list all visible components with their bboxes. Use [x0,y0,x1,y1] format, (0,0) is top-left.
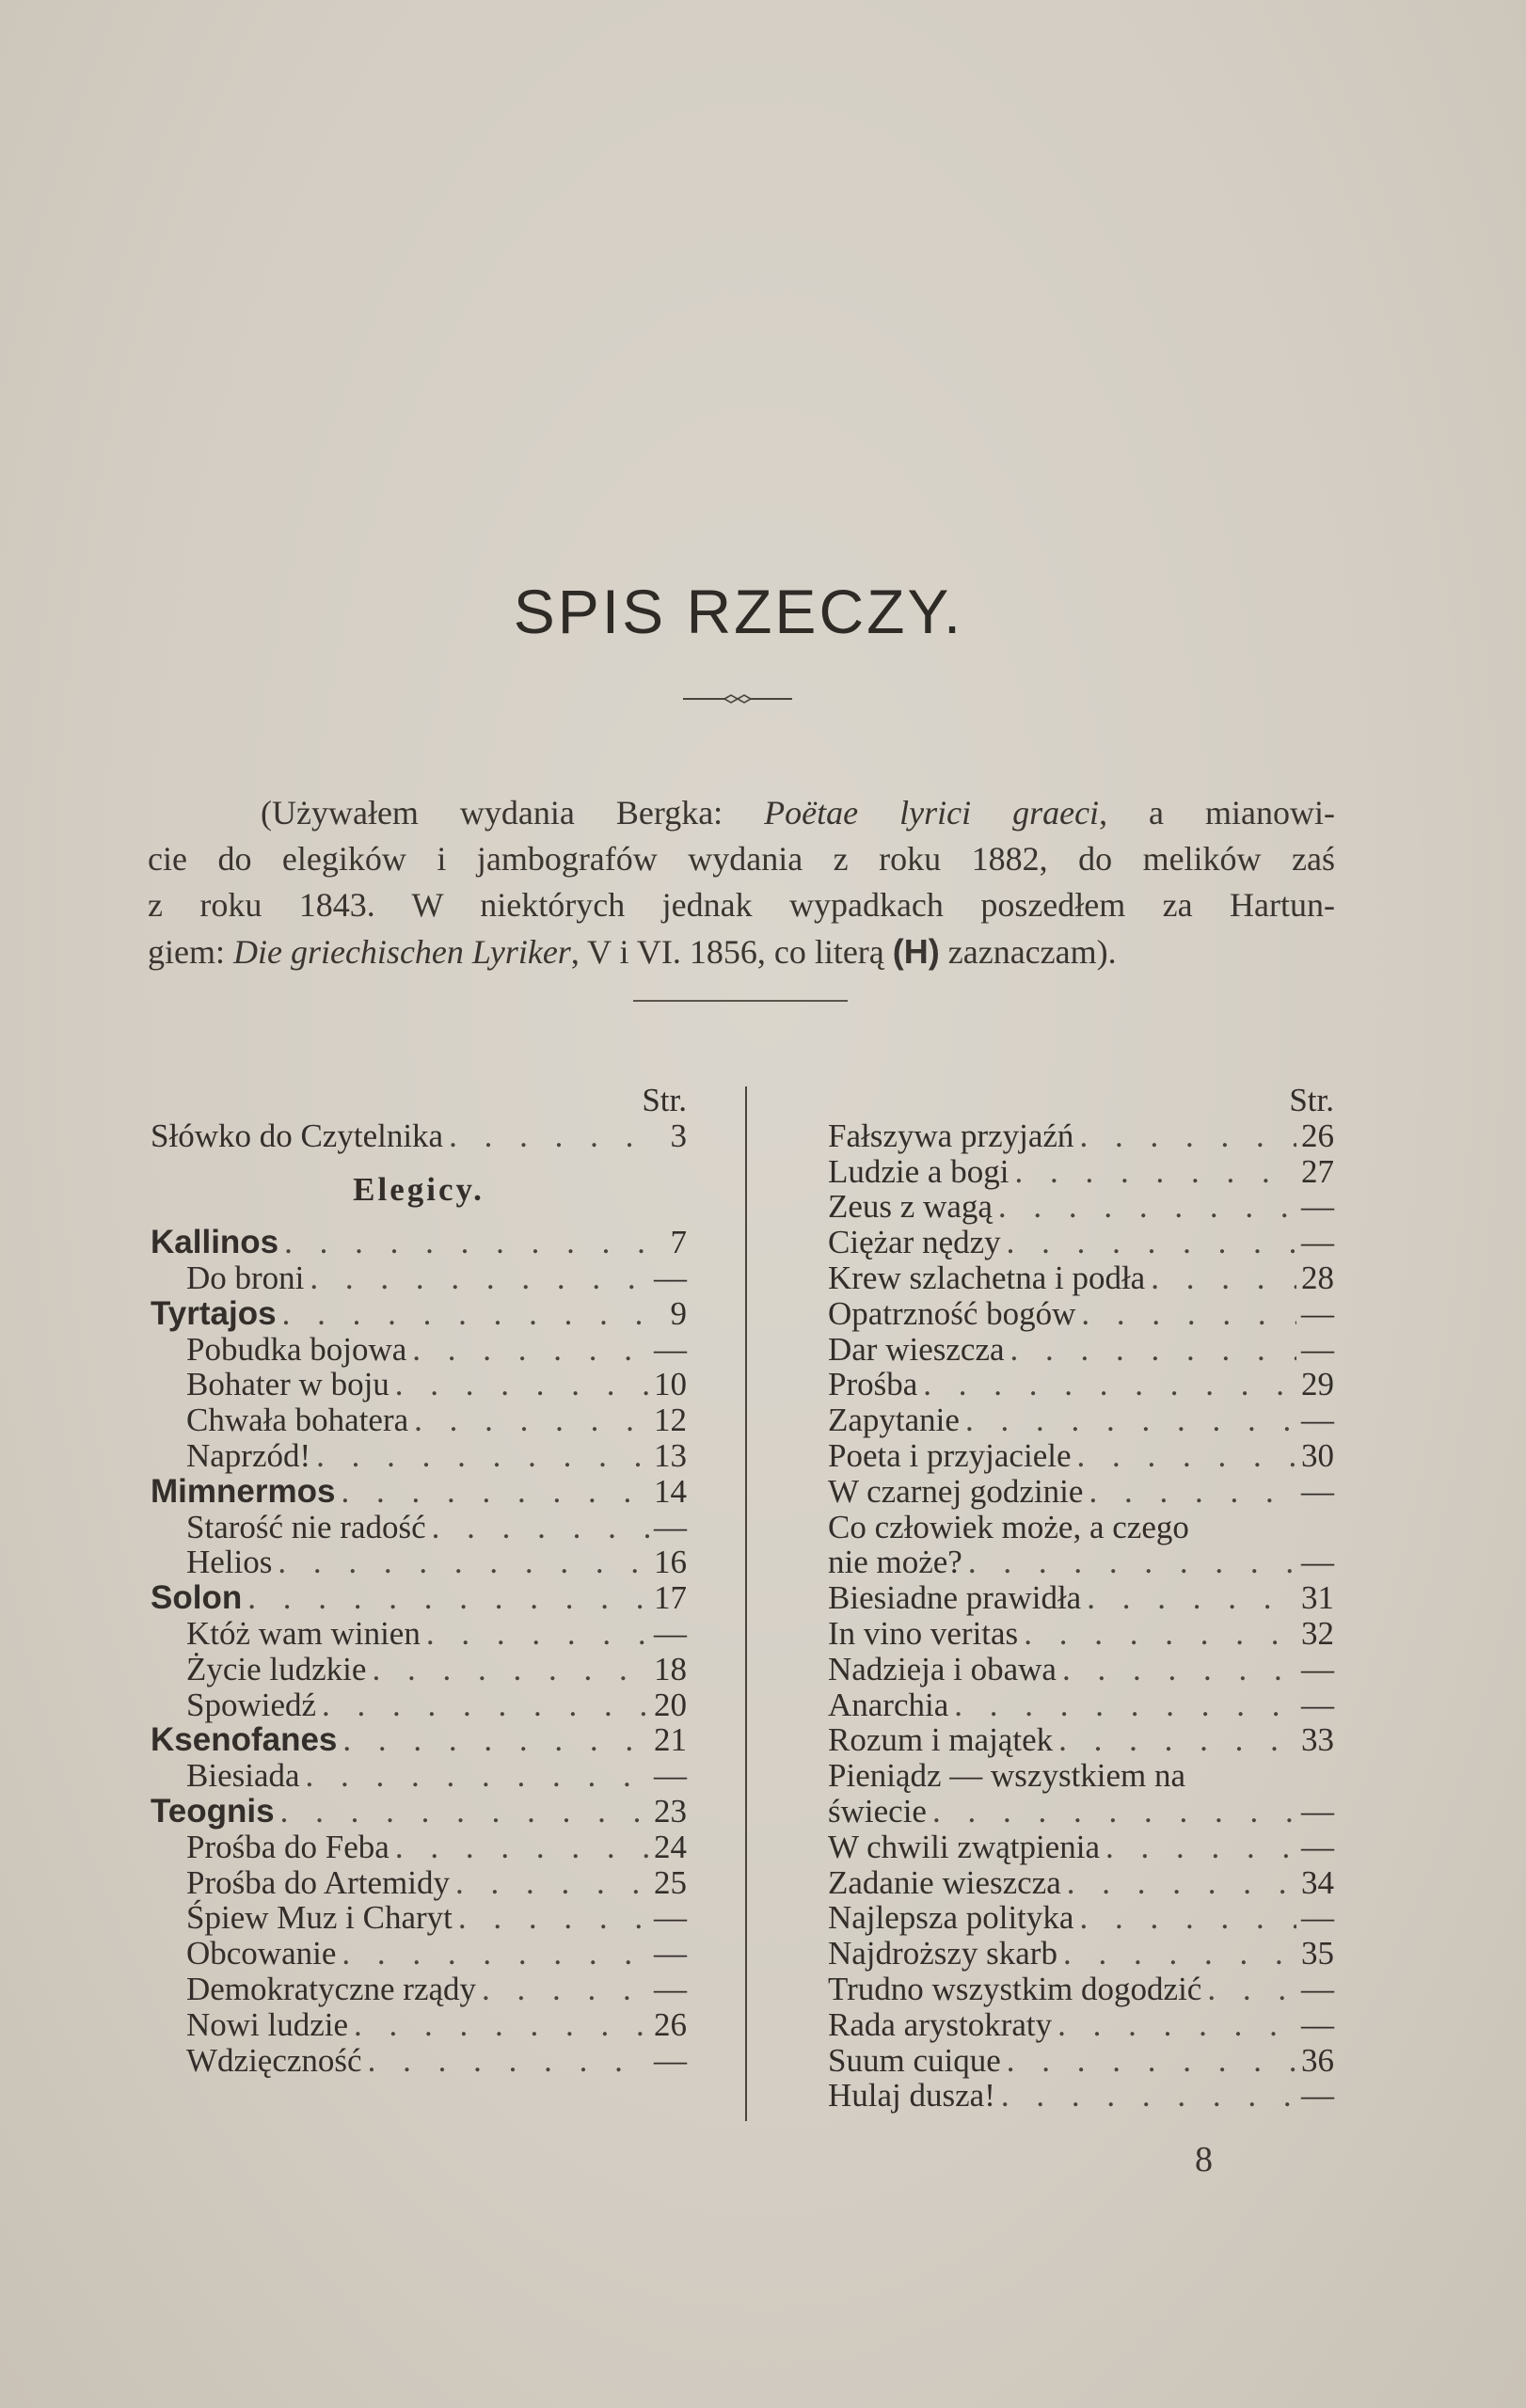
column-divider [745,1086,747,2121]
toc-entry-title: Mimnermos [151,1472,336,1510]
toc-entry [151,2007,687,2043]
toc-entry-title: Fałszywa przyjaźń [828,1117,1074,1154]
toc-entry [151,1865,687,1901]
toc-entry-page: 12 [654,1402,687,1439]
toc-entry-page: 13 [654,1436,687,1474]
page-title: SPIS RZECZY. [513,577,964,646]
toc-entry [828,2043,1334,2079]
toc-entry-title: Prośba [828,1366,918,1403]
toc-entry-title: Rada arystokraty [828,2005,1053,2043]
toc-entry-page: — [1301,1402,1334,1439]
toc-right-column [828,1083,1334,2114]
leader-dots [1071,1438,1296,1474]
leader-dots [453,1900,649,1936]
toc-entry-page: — [1301,1188,1334,1226]
leader-dots [1057,1652,1296,1687]
toc-entry-title: Starość nie radość [186,1508,426,1545]
toc-entry-page: 16 [654,1544,687,1581]
toc-entry [828,1332,1334,1368]
toc-author-entry [151,1474,687,1510]
right-header: Str. [1289,1082,1334,1118]
toc-entry-page: 34 [1301,1863,1334,1901]
leader-dots [389,1367,649,1402]
toc-entry-title: Solon [151,1579,243,1617]
toc-entry-page: — [1301,2005,1334,2043]
leader-dots [406,1332,649,1368]
leader-dots [476,1972,649,2007]
toc-entry [828,1758,1334,1794]
toc-author-entry [151,1794,687,1830]
toc-entry [151,1402,687,1438]
toc-entry-page: 33 [1301,1721,1334,1759]
intro-note [148,790,1335,975]
toc-author-entry [151,1580,687,1616]
toc-entry [828,1438,1334,1474]
leader-dots [1201,1972,1296,2007]
toc-entry-title: Co człowiek może, a czego [828,1508,1189,1545]
toc-entry [828,1510,1334,1545]
intro-line-1: (Używałem wydania Bergka: Poëtae lyrici graeci, a mianowi- [261,794,1335,832]
leader-dots [962,1545,1296,1580]
toc-entry-page: 35 [1301,1935,1334,1972]
toc-entry-page: — [654,2041,687,2079]
left-header: Str. [642,1082,687,1118]
toc-entry-title: Chwała bohatera [186,1402,409,1439]
intro-line-4: giem: Die griechischen Lyriker, V i VI. 1856, co literą (H) zaznaczam). [148,932,1117,971]
leader-dots [1083,1474,1296,1510]
toc-entry-title: Bohater w boju [186,1366,389,1403]
leader-dots [316,1687,649,1723]
toc-entry-title: Śpiew Muz i Charyt [186,1899,453,1937]
toc-author-entry [151,1296,687,1332]
toc-entry [151,1510,687,1545]
leader-dots [335,1474,649,1510]
leader-dots [408,1402,649,1438]
leader-dots [1075,1296,1296,1332]
leader-dots [450,1865,649,1901]
section-heading-elegicy: Elegicy. [353,1170,485,1208]
toc-entry-title: Najlepsza polityka [828,1899,1074,1937]
leader-dots [1073,1118,1296,1154]
toc-entry-page: 20 [654,1686,687,1723]
toc-entry-title: Ksenofanes [151,1721,338,1759]
toc-entry-page: — [1301,1472,1334,1510]
leader-dots [300,1758,649,1794]
toc-entry-page: — [654,1970,687,2007]
toc-entry-page: 25 [654,1863,687,1901]
toc-entry-page: — [1301,2077,1334,2115]
toc-entry-title: Teognis [151,1792,275,1830]
toc-entry-title: Anarchia [828,1686,949,1723]
section-rule [633,1000,848,1002]
toc-entry-page: 32 [1301,1614,1334,1652]
toc-entry-page: — [1301,1650,1334,1687]
toc-entry [828,1972,1334,2007]
leader-dots [336,1936,649,1972]
toc-entry [151,1616,687,1652]
leader-dots [275,1794,649,1830]
toc-entry [828,1260,1334,1296]
toc-entry [828,1865,1334,1901]
toc-entry-title: Biesiada [186,1757,300,1795]
intro-line-3: z roku 1843. W niektórych jednak wypadkach poszedłem za Hartun- [148,886,1335,924]
toc-entry-title: Najdroższy skarb [828,1935,1057,1972]
toc-entry [828,1936,1334,1972]
toc-entry-title: Ludzie a bogi [828,1152,1009,1190]
toc-author-entry [151,1225,687,1260]
toc-entry [828,1296,1334,1332]
toc-entry-page: — [1301,1828,1334,1865]
toc-entry-page: 26 [1301,1117,1334,1154]
leader-dots [426,1510,649,1545]
toc-entry-page: — [1301,1330,1334,1368]
toc-entry-page: 27 [1301,1152,1334,1190]
toc-entry [828,1225,1334,1260]
toc-entry-page: — [654,1757,687,1795]
toc-entry [828,1830,1334,1865]
toc-entry-page: 36 [1301,2041,1334,2079]
toc-entry-title: Opatrzność bogów [828,1294,1076,1332]
toc-entry [151,1438,687,1474]
toc-entry-title: Nowi ludzie [186,2005,349,2043]
toc-entry-title: Suum cuique [828,2041,1001,2079]
toc-entry-page: 28 [1301,1259,1334,1296]
leader-dots [1145,1260,1296,1296]
leader-dots [278,1225,649,1260]
leader-dots [995,2078,1296,2114]
toc-entry-page: — [654,1330,687,1368]
toc-entry-page: — [1301,1792,1334,1830]
toc-entry [828,1474,1334,1510]
toc-entry-title: nie może? [828,1544,962,1581]
toc-entry [828,1722,1334,1758]
toc-entry-page: — [1301,1544,1334,1581]
leader-dots [1001,2043,1296,2079]
toc-entry-title: Demokratyczne rządy [186,1970,477,2007]
toc-entry [828,1652,1334,1687]
toc-entry [828,1794,1334,1830]
toc-entry [828,1189,1334,1225]
toc-entry [151,1652,687,1687]
page-number: 8 [1195,2140,1213,2179]
toc-entry [828,1118,1334,1154]
toc-entry-title: Prośba do Feba [186,1828,389,1865]
toc-entry [828,1900,1334,1936]
leader-dots [917,1367,1296,1402]
leader-dots [421,1616,649,1652]
toc-entry [151,1900,687,1936]
leader-dots [389,1830,649,1865]
toc-entry [828,1580,1334,1616]
toc-entry-page: — [1301,1224,1334,1261]
toc-entry-page: 21 [654,1721,687,1759]
toc-author-entry [151,1722,687,1758]
toc-entry [151,1972,687,2007]
toc-entry-title: Poeta i przyjaciele [828,1436,1072,1474]
toc-entry-title: Kallinos [151,1224,279,1261]
toc-entry [828,1402,1334,1438]
toc-left-column [151,1083,687,2078]
toc-entry-title: Rozum i majątek [828,1721,1054,1759]
leader-dots [1001,1225,1296,1260]
toc-entry-page: — [654,1259,687,1296]
left-entries [151,1225,687,2078]
toc-entry [828,2007,1334,2043]
toc-entry-page: — [1301,1294,1334,1332]
leader-dots [1100,1830,1296,1865]
toc-entry-title: Zadanie wieszcza [828,1863,1061,1901]
toc-entry-page: — [654,1935,687,1972]
toc-entry-page: 31 [1301,1579,1334,1617]
toc-entry-page: 26 [654,2005,687,2043]
toc-entry-title: W czarnej godzinie [828,1472,1084,1510]
toc-entry [151,1936,687,1972]
toc-entry-first: Słówko do Czytelnika . . . 3 [151,1118,687,1154]
toc-entry [828,1154,1334,1190]
toc-entry [151,1758,687,1794]
toc-entry-page: 9 [670,1294,687,1332]
leader-dots [993,1189,1296,1225]
toc-entry [828,1545,1334,1580]
toc-entry-page: 18 [654,1650,687,1687]
toc-entry-title: Krew szlachetna i podła [828,1259,1146,1296]
ornament-divider [683,692,792,705]
toc-entry-page: 7 [670,1224,687,1261]
leader-dots [362,2043,649,2079]
leader-dots [348,2007,649,2043]
toc-entry-page: — [1301,1686,1334,1723]
toc-entry [151,1367,687,1402]
toc-entry-title: Obcowanie [186,1935,337,1972]
toc-entry [151,1260,687,1296]
toc-entry [151,1332,687,1368]
toc-entry [151,2043,687,2079]
intro-line-2: cie do elegików i jambografów wydania z roku 1882, do melików zaś [148,840,1335,878]
toc-entry [151,1545,687,1580]
toc-entry [151,1687,687,1723]
toc-entry-title: Życie ludzkie [186,1650,367,1687]
leader-dots [1005,1332,1296,1368]
toc-entry [828,2078,1334,2114]
toc-entry-page: 23 [654,1792,687,1830]
toc-entry-title: Prośba do Artemidy [186,1863,450,1901]
toc-entry-page: 24 [654,1828,687,1865]
toc-entry-page: — [654,1899,687,1937]
toc-entry-page: 30 [1301,1436,1334,1474]
toc-entry-page: 29 [1301,1366,1334,1403]
toc-entry-page: — [654,1614,687,1652]
leader-dots [443,1118,649,1154]
leader-dots [1081,1580,1296,1616]
toc-entry-title: Ciężar nędzy [828,1224,1001,1261]
toc-entry-title: świecie [828,1792,927,1830]
leader-dots [1061,1865,1296,1901]
toc-entry-title: Wdzięczność [186,2041,362,2079]
toc-entry-page: 17 [654,1579,687,1617]
toc-entry-title: Spowiedź [186,1686,317,1723]
leader-dots [948,1687,1296,1723]
leader-dots [1018,1616,1296,1652]
toc-entry [151,1830,687,1865]
toc-entry-title: Trudno wszystkim dogodzić [828,1970,1202,2007]
toc-entry-title: Zeus z wagą [828,1188,993,1226]
toc-entry-title: Któż wam winien [186,1614,421,1652]
toc-entry-title: Helios [186,1544,273,1581]
toc-entry-title: Do broni [186,1259,305,1296]
toc-entry-title: Dar wieszcza [828,1330,1005,1368]
toc-entry-page: — [654,1508,687,1545]
toc-entry-page: — [1301,1970,1334,2007]
leader-dots [1009,1154,1296,1190]
leader-dots [1052,2007,1296,2043]
toc-entry-title: Pieniądz — wszystkiem na [828,1757,1186,1795]
toc-entry-title: In vino veritas [828,1614,1019,1652]
leader-dots [927,1794,1296,1830]
toc-entry-title: Zapytanie [828,1402,960,1439]
toc-entry [828,1367,1334,1402]
leader-dots [366,1652,649,1687]
leader-dots [277,1296,649,1332]
right-entries [828,1118,1334,2114]
toc-entry-title: Tyrtajos [151,1294,277,1332]
toc-entry-title: Pobudka bojowa [186,1330,407,1368]
toc-entry [828,1616,1334,1652]
toc-entry-title: W chwili zwątpienia [828,1828,1100,1865]
toc-entry-page: 10 [654,1366,687,1403]
toc-entry-title: Naprzód! [186,1436,311,1474]
leader-dots [1057,1936,1296,1972]
leader-dots [272,1545,649,1580]
toc-entry-page: 14 [654,1472,687,1510]
leader-dots [304,1260,649,1296]
leader-dots [337,1722,649,1758]
toc-entry-title: Biesiadne prawidła [828,1579,1082,1617]
toc-entry [828,1687,1334,1723]
leader-dots [1073,1900,1296,1936]
leader-dots [960,1402,1296,1438]
toc-entry-title: Nadzieja i obawa [828,1650,1057,1687]
toc-entry-title: Hulaj dusza! [828,2077,995,2115]
leader-dots [242,1580,649,1616]
leader-dots [1053,1722,1296,1758]
toc-entry-page: — [1301,1899,1334,1937]
leader-dots [310,1438,649,1474]
